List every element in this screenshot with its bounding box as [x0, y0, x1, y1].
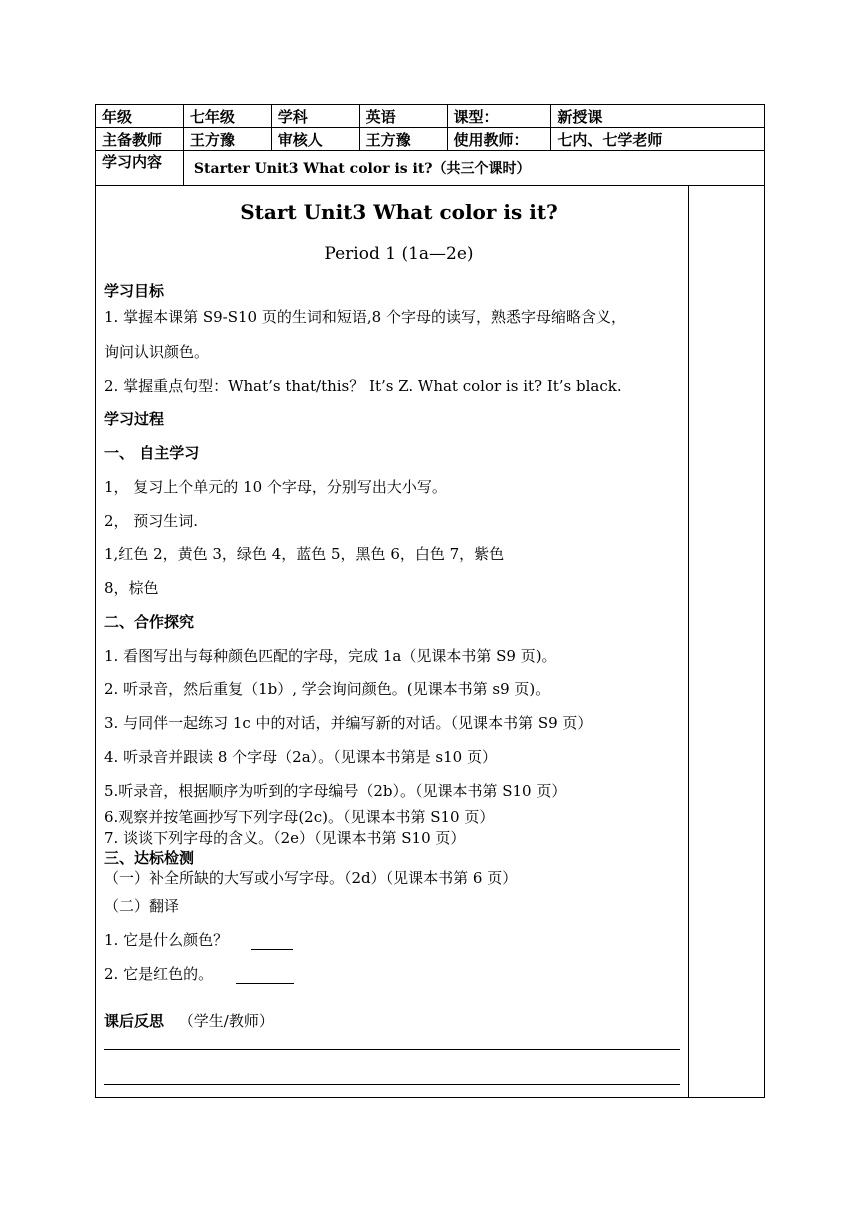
- part1-heading: 一、 自主学习: [104, 444, 200, 462]
- question-2-text: 2. 它是红色的。: [104, 965, 214, 983]
- subject-label: 学科: [271, 105, 359, 128]
- reflection: [104, 1010, 274, 1031]
- part2-item-1: 1. 看图写出与每种颜色匹配的字母，完成 1a（见课本书第 S9 页)。: [104, 647, 557, 665]
- part3-item-1: （一）补全所缺的大写或小写字母。（2d）（见课本书第 6 页）: [104, 869, 518, 887]
- lesson-title: Start Unit3 What color is it?: [240, 200, 558, 224]
- user-label: 使用教师：: [447, 128, 551, 151]
- colors-line-2: 8，棕色: [104, 579, 159, 597]
- reviewer-label: 审核人: [271, 128, 359, 151]
- reflection-heading: 课后反思: [104, 1012, 165, 1030]
- grade-label-cell: [96, 105, 184, 128]
- teacher-label: 主备教师: [96, 128, 184, 151]
- grade-value: 七年级: [183, 105, 271, 128]
- lesson-type-value: 新授课: [551, 105, 765, 128]
- colors-line-1: 1,红色 2，黄色 3，绿色 4，蓝色 5，黑色 6，白色 7，紫色: [104, 545, 505, 563]
- reflection-line-2: [104, 1084, 680, 1085]
- subject-value: 英语: [359, 105, 447, 128]
- goal-2: 2. 掌握重点句型：What’s that/this？ It’s Z. What color is it? It’s black.: [104, 377, 622, 395]
- part2-heading: 二、合作探究: [104, 613, 195, 631]
- question-1-text: 1. 它是什么颜色？: [104, 931, 229, 949]
- notes-column-divider: [688, 186, 689, 1097]
- part1-item-1: 1， 复习上个单元的 10 个字母，分别写出大小写。: [104, 478, 447, 496]
- teacher-value: 王方豫: [183, 128, 271, 151]
- lesson-period: Period 1 (1a—2e): [324, 244, 474, 264]
- part2-item-7: 7. 谈谈下列字母的含义。（2e）（见课本书第 S10 页）: [104, 829, 466, 847]
- translation-question-1: [104, 929, 293, 950]
- part3-item-2: （二）翻译: [104, 897, 180, 915]
- part3-heading: 三、达标检测: [104, 849, 195, 867]
- header-row-content: [96, 151, 765, 186]
- user-value: 七内、七学老师: [551, 128, 765, 151]
- part2-item-2: 2. 听录音，然后重复（1b）, 学会询问颜色。(见课本书第 s9 页)。: [104, 680, 551, 698]
- answer-blank-2: [236, 967, 294, 984]
- part2-item-5: 5.听录音，根据顺序为听到的字母编号（2b）。（见课本书第 S10 页）: [104, 782, 567, 800]
- lesson-content-box: [95, 186, 765, 1098]
- lesson-plan-header: [95, 104, 765, 186]
- reflection-line-1: [104, 1049, 680, 1050]
- header-table: [95, 104, 765, 186]
- goal-1-line-1: 1. 掌握本课第 S9-S10 页的生词和短语,8 个字母的读写，熟悉字母缩略含义，: [104, 308, 626, 326]
- part2-item-3: 3. 与同伴一起练习 1c 中的对话，并编写新的对话。（见课本书第 S9 页）: [104, 714, 593, 732]
- content-label: 学习内容: [96, 151, 184, 186]
- process-heading: 学习过程: [104, 410, 165, 428]
- answer-blank-1: [251, 933, 293, 950]
- goals-heading: 学习目标: [104, 282, 165, 300]
- part1-item-2: 2， 预习生词.: [104, 512, 199, 530]
- header-row-grade: [96, 105, 765, 128]
- grade-label: 年级: [102, 107, 133, 126]
- part2-item-4: 4. 听录音并跟读 8 个字母（2a）。（见课本书第是 s10 页）: [104, 748, 497, 766]
- goal-1-line-2: 询问认识颜色。: [104, 343, 210, 361]
- translation-question-2: [104, 963, 294, 984]
- reviewer-value: 王方豫: [359, 128, 447, 151]
- content-value: Starter Unit3 What color is it?（共三个课时）: [183, 151, 764, 186]
- reflection-note: （学生/教师）: [178, 1012, 274, 1030]
- lesson-type-label: 课型：: [447, 105, 551, 128]
- header-row-teacher: [96, 128, 765, 151]
- part2-item-6: 6.观察并按笔画抄写下列字母(2c)。（见课本书第 S10 页）: [104, 808, 495, 826]
